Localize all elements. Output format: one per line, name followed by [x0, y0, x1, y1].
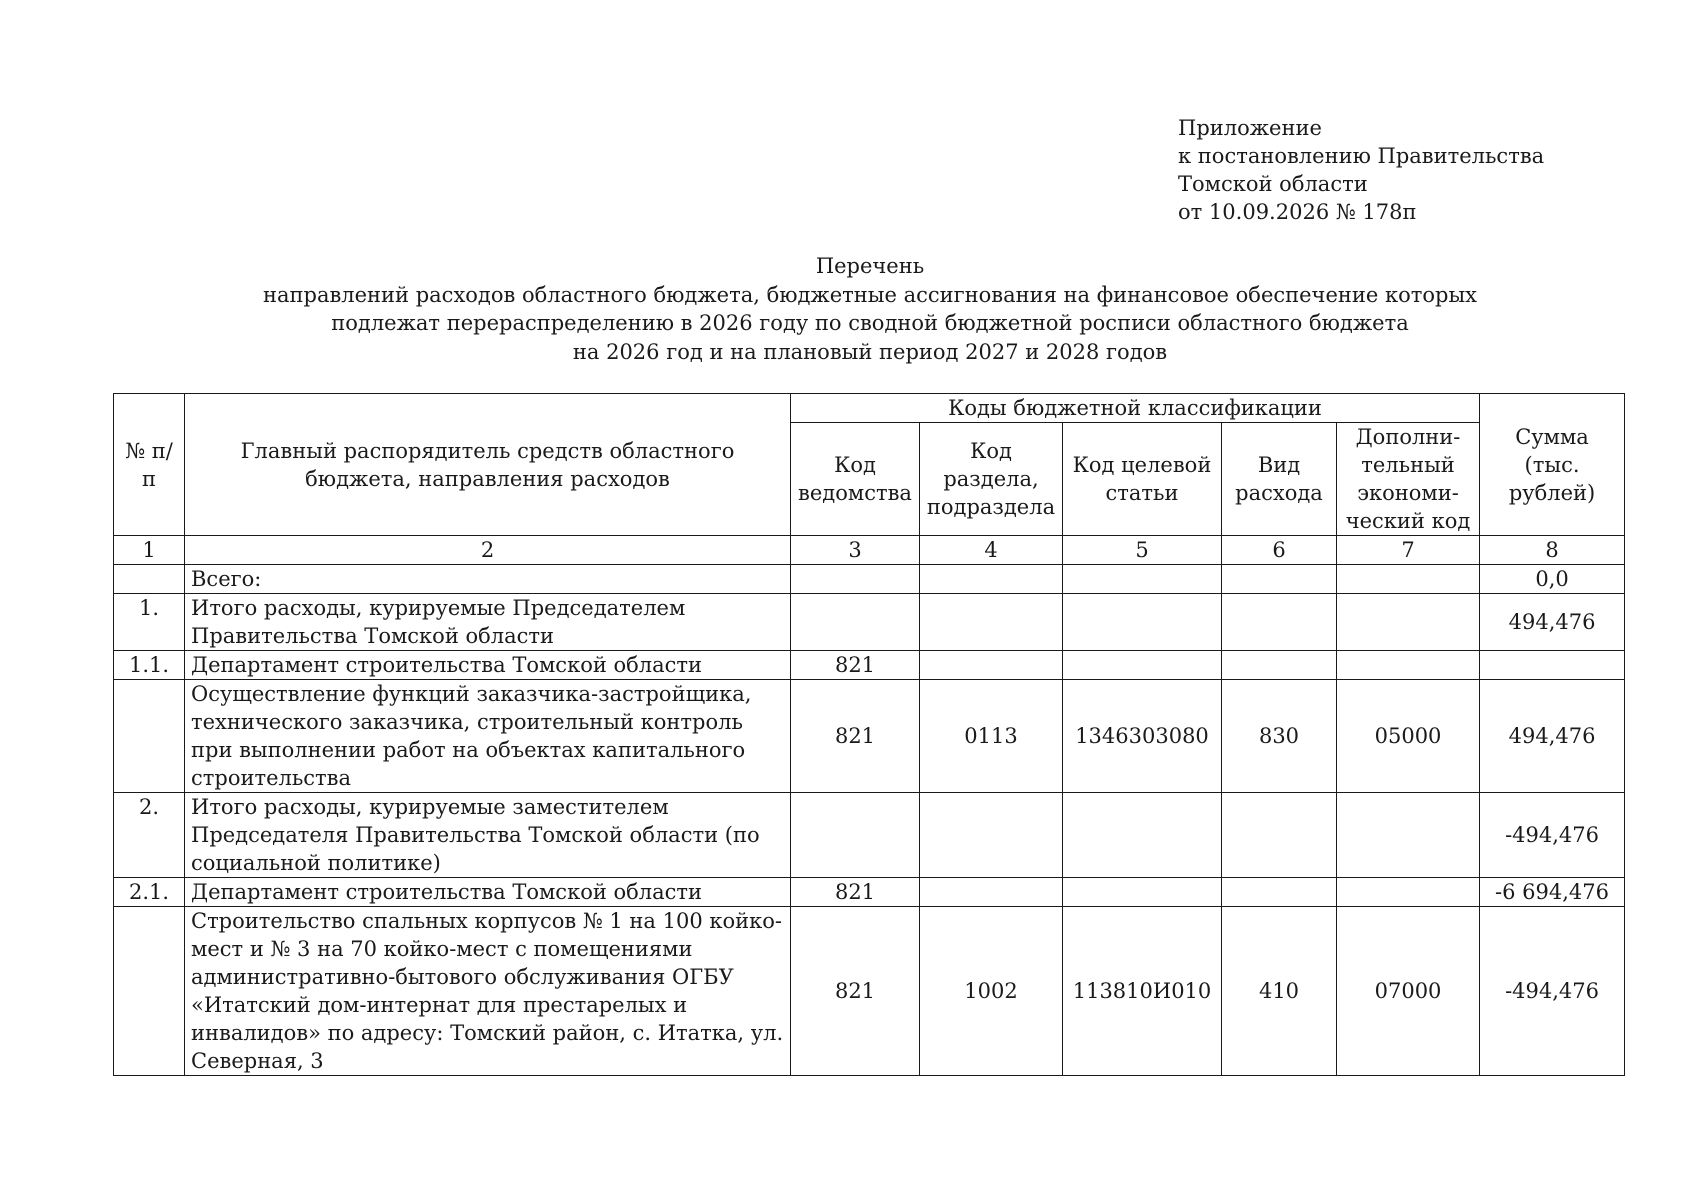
title-line: на 2026 год и на плановый период 2027 и 2028 годов	[572, 339, 1168, 364]
appendix-line: к постановлению Правительства	[1178, 144, 1545, 168]
row-type: 410	[1222, 907, 1337, 1076]
appendix-line: Томской области	[1178, 172, 1368, 196]
row-section	[920, 651, 1063, 680]
row-extra: 05000	[1337, 680, 1480, 793]
row-sum: 0,0	[1480, 565, 1625, 594]
column-number: 1	[114, 536, 185, 565]
row-dept	[791, 565, 920, 594]
row-extra	[1337, 793, 1480, 878]
row-section: 0113	[920, 680, 1063, 793]
budget-table	[113, 393, 1625, 1076]
appendix-line: Приложение	[1178, 116, 1322, 140]
row-num: 2.	[114, 793, 185, 878]
table-row	[114, 651, 1625, 680]
row-name: Итого расходы, курируемые Председателем Правительства Томской области	[185, 594, 791, 651]
row-sum: -494,476	[1480, 907, 1625, 1076]
row-name: Осуществление функций заказчика-застройщика, технического заказчика, строительный контроль при выполнении работ на объектах капитального строительства	[185, 680, 791, 793]
row-name: Итого расходы, курируемые заместителем Председателя Правительства Томской области (по социальной политике)	[185, 793, 791, 878]
row-dept: 821	[791, 680, 920, 793]
row-extra: 07000	[1337, 907, 1480, 1076]
column-number: 5	[1063, 536, 1222, 565]
table-row	[114, 878, 1625, 907]
table-row	[114, 793, 1625, 878]
table-row	[114, 565, 1625, 594]
row-extra	[1337, 565, 1480, 594]
row-name: Строительство спальных корпусов № 1 на 100 койко-мест и № 3 на 70 койко-мест с помещениями административно-бытового обслуживания ОГБУ «Итатский дом-интернат для престарелых и инвалидов» по адресу: Томский район, с. Итатка, ул. Северная, 3	[185, 907, 791, 1076]
row-section: 1002	[920, 907, 1063, 1076]
row-extra	[1337, 878, 1480, 907]
row-num	[114, 565, 185, 594]
header-name: Главный распорядитель средств областного бюджета, направления расходов	[185, 394, 791, 536]
row-sum	[1480, 651, 1625, 680]
row-type	[1222, 793, 1337, 878]
row-section	[920, 594, 1063, 651]
row-type: 830	[1222, 680, 1337, 793]
row-type	[1222, 565, 1337, 594]
row-sum: 494,476	[1480, 680, 1625, 793]
appendix-line: от 10.09.2026 № 178п	[1178, 200, 1417, 224]
row-dept: 821	[791, 907, 920, 1076]
row-section	[920, 793, 1063, 878]
column-number: 3	[791, 536, 920, 565]
title-line: Перечень	[815, 254, 925, 278]
row-target	[1063, 878, 1222, 907]
header-expense-type: Вид расхода	[1222, 423, 1337, 536]
header-sum: Сумма (тыс. рублей)	[1480, 394, 1625, 536]
row-type	[1222, 878, 1337, 907]
row-num: 1.1.	[114, 651, 185, 680]
row-name: Департамент строительства Томской области	[185, 651, 791, 680]
row-target	[1063, 793, 1222, 878]
column-number-row	[114, 536, 1625, 565]
row-dept	[791, 594, 920, 651]
row-extra	[1337, 594, 1480, 651]
header-target-code: Код целевой статьи	[1063, 423, 1222, 536]
row-section	[920, 565, 1063, 594]
row-sum: 494,476	[1480, 594, 1625, 651]
column-number: 4	[920, 536, 1063, 565]
row-target: 113810И010	[1063, 907, 1222, 1076]
title-line: подлежат перераспределению в 2026 году по сводной бюджетной росписи областного бюджета	[331, 311, 1409, 335]
header-extra-code: Дополни-тельный экономи-ческий код	[1337, 423, 1480, 536]
row-target	[1063, 651, 1222, 680]
table-row	[114, 907, 1625, 1076]
row-type	[1222, 594, 1337, 651]
row-name: Всего:	[185, 565, 791, 594]
row-sum: -494,476	[1480, 793, 1625, 878]
column-number: 8	[1480, 536, 1625, 565]
appendix-block	[1178, 114, 1544, 226]
row-num: 1.	[114, 594, 185, 651]
column-number: 6	[1222, 536, 1337, 565]
row-section	[920, 878, 1063, 907]
column-number: 2	[185, 536, 791, 565]
row-name: Департамент строительства Томской области	[185, 878, 791, 907]
header-num: № п/п	[114, 394, 185, 536]
header-codes-group: Коды бюджетной классификации	[791, 394, 1480, 423]
row-num	[114, 907, 185, 1076]
table-row	[114, 680, 1625, 793]
row-extra	[1337, 651, 1480, 680]
row-target	[1063, 594, 1222, 651]
row-sum: -6 694,476	[1480, 878, 1625, 907]
row-dept	[791, 793, 920, 878]
row-dept: 821	[791, 651, 920, 680]
row-num	[114, 680, 185, 793]
row-target: 1346303080	[1063, 680, 1222, 793]
header-section-code: Код раздела, подраздела	[920, 423, 1063, 536]
row-dept: 821	[791, 878, 920, 907]
row-target	[1063, 565, 1222, 594]
table-row	[114, 594, 1625, 651]
title-line: направлений расходов областного бюджета, бюджетные ассигнования на финансовое обеспечение которых	[262, 282, 1477, 307]
header-dept-code: Код ведомства	[791, 423, 920, 536]
row-type	[1222, 651, 1337, 680]
document-title	[120, 252, 1620, 366]
column-number: 7	[1337, 536, 1480, 565]
row-num: 2.1.	[114, 878, 185, 907]
